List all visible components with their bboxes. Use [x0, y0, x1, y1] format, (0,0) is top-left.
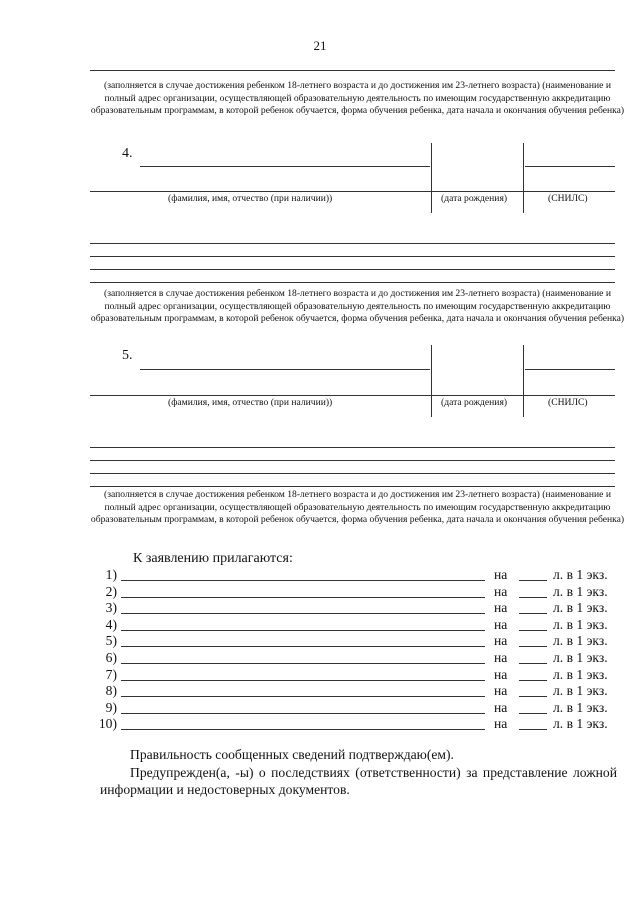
attachment-name-line[interactable] [121, 580, 485, 581]
name-label: (фамилия, имя, отчество (при наличии)) [168, 193, 333, 204]
attachment-name-line[interactable] [121, 713, 485, 714]
fill-line[interactable] [90, 447, 615, 448]
attachment-row[interactable] [97, 633, 617, 650]
attachment-number: 8) [105, 683, 117, 699]
copies-label: л. в 1 экз. [553, 600, 608, 616]
copies-label: л. в 1 экз. [553, 716, 608, 732]
na-label: на [494, 699, 508, 715]
attachment-number: 6) [105, 650, 117, 665]
attachment-name-line[interactable] [121, 597, 485, 598]
page-count-line[interactable] [519, 580, 547, 581]
attachment-name-line[interactable] [121, 663, 485, 664]
copies-label: л. в 1 экз. [553, 666, 608, 682]
attachment-number: 4) [105, 616, 117, 632]
column-divider [431, 143, 432, 213]
page-count-line[interactable] [519, 613, 547, 614]
attachment-row[interactable] [97, 567, 617, 584]
na-label: на [494, 683, 508, 699]
attachments-title: К заявлению прилагаются: [133, 551, 293, 566]
attachment-name-line[interactable] [121, 613, 485, 614]
copies-label: л. в 1 экз. [553, 633, 608, 649]
attachment-number: 3) [105, 600, 117, 616]
fill-line[interactable] [90, 243, 615, 244]
fill-line[interactable] [90, 460, 615, 461]
snils-label: (СНИЛС) [548, 397, 588, 408]
page-count-line[interactable] [519, 646, 547, 647]
attachment-row[interactable] [97, 617, 617, 634]
attachment-name-line[interactable] [121, 680, 485, 681]
na-label: на [494, 567, 508, 582]
na-label: на [494, 600, 508, 616]
copies-label: л. в 1 экз. [553, 683, 608, 699]
fill-line [90, 395, 615, 396]
copies-label: л. в 1 экз. [553, 583, 608, 599]
name-label: (фамилия, имя, отчество (при наличии)) [168, 397, 333, 408]
warning-text: Предупрежден(а, -ы) о последствиях (ответственности) за представление ложной информации и недостоверных документов. [100, 764, 617, 797]
page-count-line[interactable] [519, 680, 547, 681]
snils-field-line[interactable] [525, 166, 615, 167]
attachment-number: 7) [105, 666, 117, 682]
education-note: (заполняется в случае достижения ребенком 18-летнего возраста и до достижения им 23-летнего возраста) (наименование и полный адрес организации, осуществляющей образовательную деятельность по имеющим государственную аккредитацию образовательным программам, в которой ребенок обучается, форма обучения ребенка, дата начала и окончания обучения ребенка) [90, 489, 625, 526]
final-statements [100, 746, 617, 799]
page-count-line[interactable] [519, 663, 547, 664]
attachment-number: 9) [105, 699, 117, 715]
page-number: 21 [313, 38, 327, 53]
education-note: (заполняется в случае достижения ребенком 18-летнего возраста и до достижения им 23-летнего возраста) (наименование и полный адрес организации, осуществляющей образовательную деятельность по имеющим государственную аккредитацию образовательным программам, в которой ребенок обучается, форма обучения ребенка, дата начала и окончания обучения ребенка) [90, 80, 625, 117]
fill-line [90, 191, 615, 192]
attachment-row[interactable] [97, 584, 617, 601]
fill-line [90, 70, 615, 71]
attachment-row[interactable] [97, 700, 617, 717]
attachment-number: 5) [105, 633, 117, 649]
page-count-line[interactable] [519, 729, 547, 730]
fill-line[interactable] [90, 269, 615, 270]
snils-field-line[interactable] [525, 369, 615, 370]
na-label: на [494, 633, 508, 649]
na-label: на [494, 716, 508, 732]
na-label: на [494, 666, 508, 682]
name-field-line[interactable] [140, 369, 430, 370]
name-field-line[interactable] [140, 166, 430, 167]
attachment-name-line[interactable] [121, 630, 485, 631]
child-number: 4. [122, 146, 133, 161]
attachment-name-line[interactable] [121, 729, 485, 730]
page-count-line[interactable] [519, 713, 547, 714]
attachment-row[interactable] [97, 716, 617, 733]
attachment-row[interactable] [97, 667, 617, 684]
attachment-row[interactable] [97, 650, 617, 667]
attachment-name-line[interactable] [121, 646, 485, 647]
copies-label: л. в 1 экз. [553, 650, 608, 665]
na-label: на [494, 650, 508, 665]
confirmation-text: Правильность сообщенных сведений подтверждаю(ем). [130, 747, 454, 762]
page-count-line[interactable] [519, 597, 547, 598]
copies-label: л. в 1 экз. [553, 699, 608, 715]
birth-date-label: (дата рождения) [441, 193, 508, 204]
fill-line[interactable] [90, 486, 615, 487]
column-divider [431, 345, 432, 417]
na-label: на [494, 583, 508, 599]
na-label: на [494, 616, 508, 632]
education-note: (заполняется в случае достижения ребенком 18-летнего возраста и до достижения им 23-летнего возраста) (наименование и полный адрес организации, осуществляющей образовательную деятельность по имеющим государственную аккредитацию образовательным программам, в которой ребенок обучается, форма обучения ребенка, дата начала и окончания обучения ребенка) [90, 288, 625, 325]
birth-date-label: (дата рождения) [441, 397, 508, 408]
attachment-row[interactable] [97, 683, 617, 700]
attachment-number: 10) [98, 716, 117, 732]
column-divider [523, 143, 524, 213]
fill-line[interactable] [90, 473, 615, 474]
attachment-name-line[interactable] [121, 696, 485, 697]
page-count-line[interactable] [519, 630, 547, 631]
fill-line[interactable] [90, 256, 615, 257]
snils-label: (СНИЛС) [548, 193, 588, 204]
attachment-row[interactable] [97, 600, 617, 617]
copies-label: л. в 1 экз. [553, 616, 608, 632]
child-number: 5. [122, 348, 133, 363]
column-divider [523, 345, 524, 417]
attachment-number: 2) [105, 583, 117, 599]
copies-label: л. в 1 экз. [553, 567, 608, 582]
attachment-number: 1) [105, 567, 117, 582]
page-count-line[interactable] [519, 696, 547, 697]
fill-line[interactable] [90, 282, 615, 283]
